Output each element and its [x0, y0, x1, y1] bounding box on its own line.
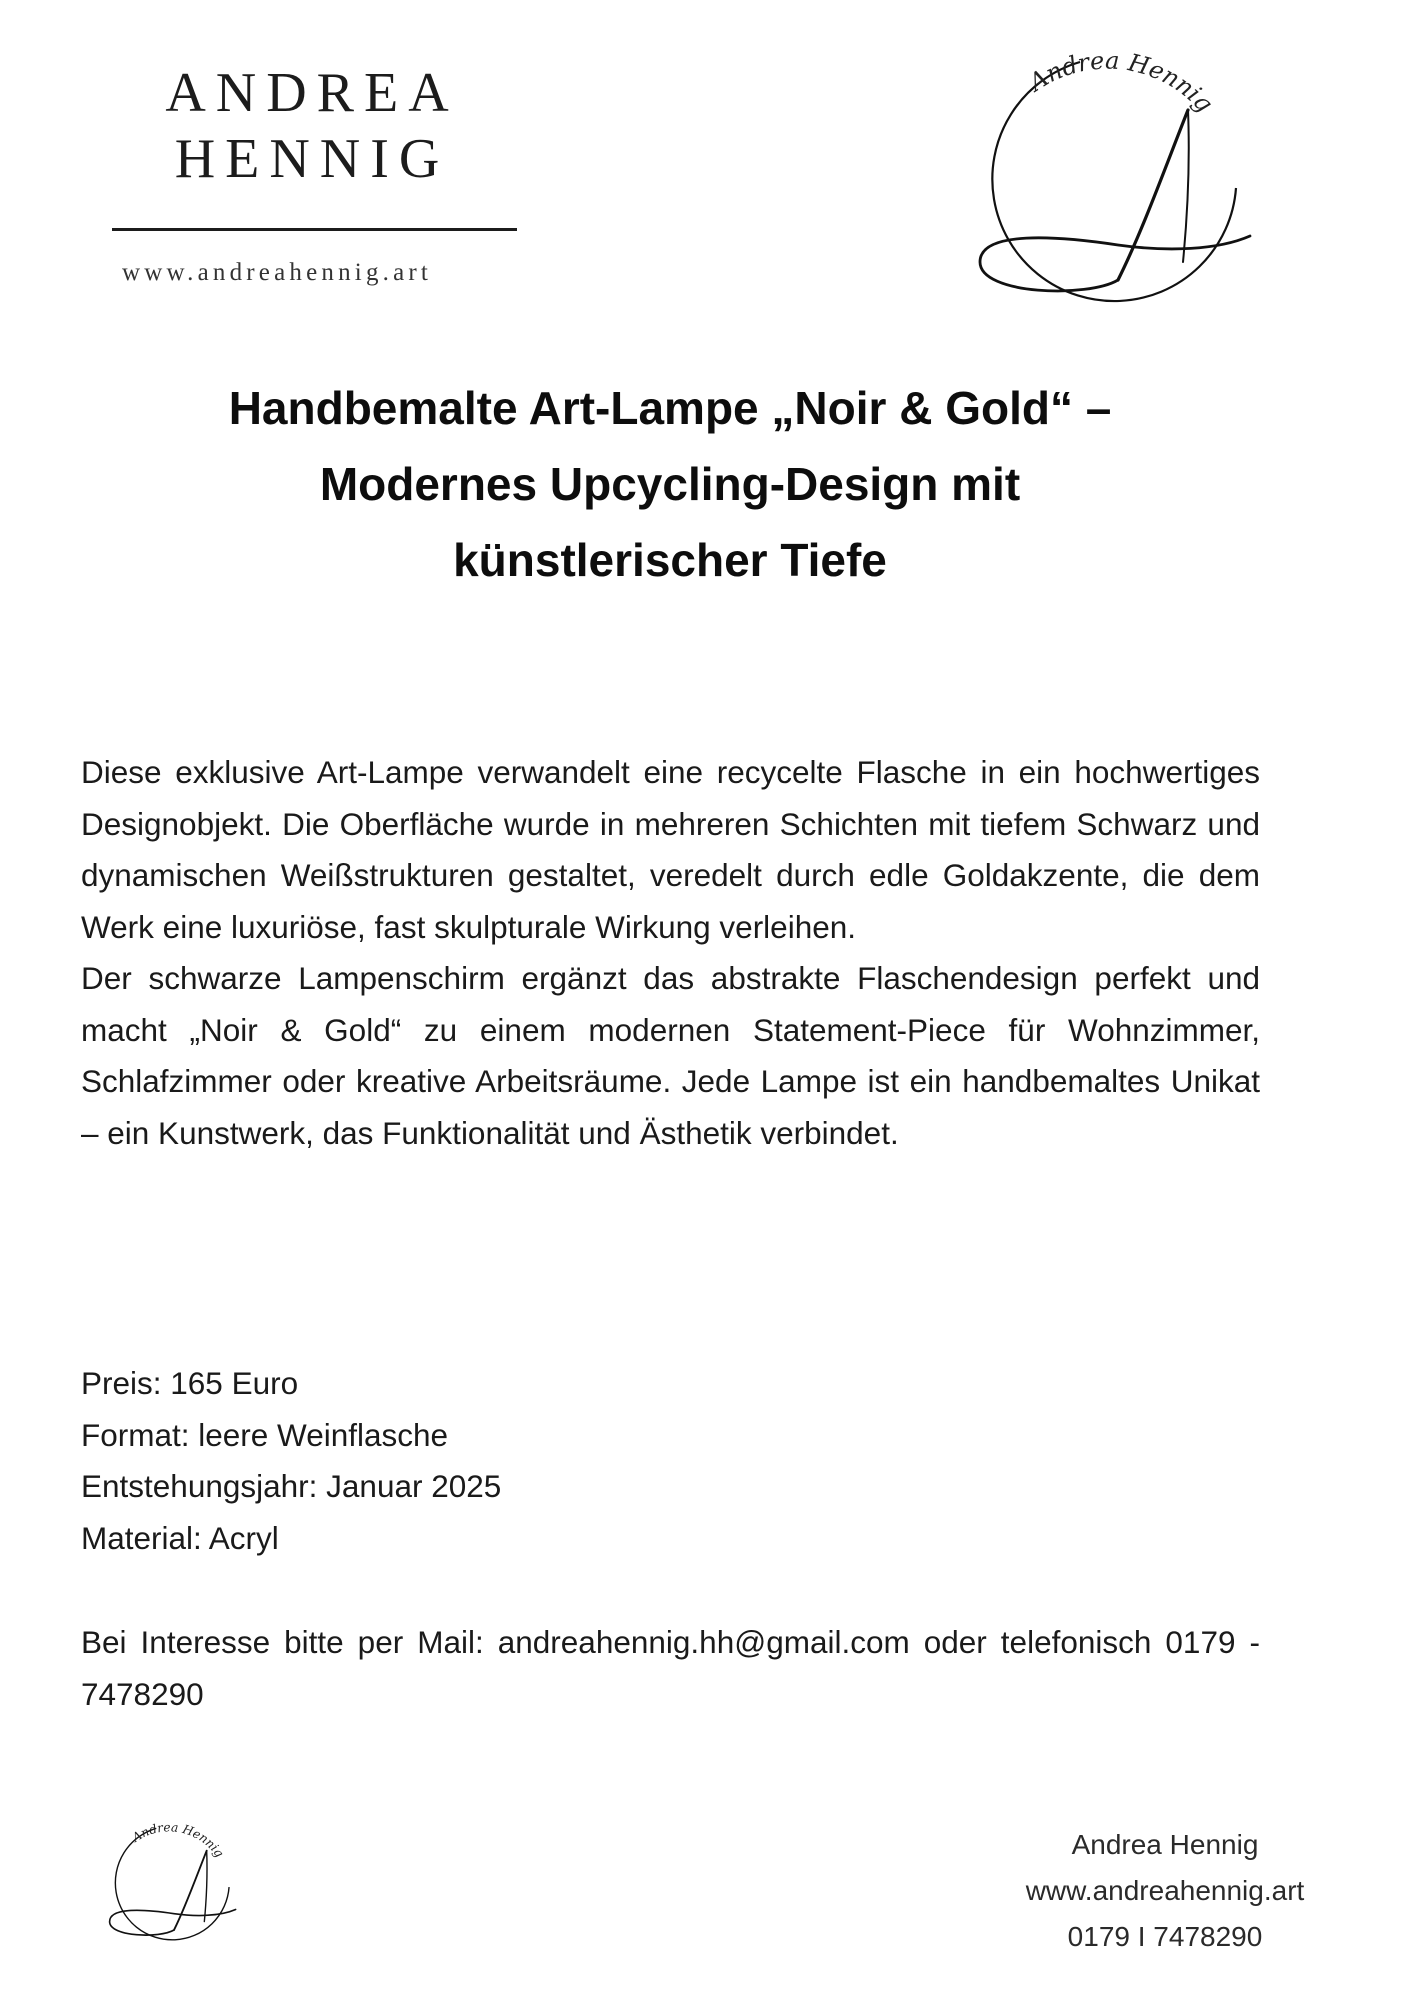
detail-format: Format: leere Weinflasche — [81, 1416, 449, 1453]
svg-text:Andrea Hennig — [1022, 46, 1218, 117]
contact-info: Bei Interesse bitte per Mail: andreahennig.hh@gmail.com oder telefonisch 0179 - 7478290 — [81, 1624, 1260, 1712]
detail-material: Material: Acryl — [81, 1519, 279, 1556]
page-title — [100, 370, 1240, 598]
title-line-1: Handbemalte Art-Lampe „Noir & Gold“ – — [228, 382, 1112, 434]
signature-logo-icon — [968, 40, 1268, 310]
detail-price: Preis: 165 Euro — [81, 1365, 299, 1401]
wordmark-last-name: HENNIG — [174, 128, 450, 190]
detail-year: Entstehungsjahr: Januar 2025 — [81, 1468, 502, 1504]
wordmark-divider — [112, 228, 517, 231]
footer-website: www.andreahennig.art — [1025, 1875, 1305, 1906]
logo-small-arc-text: Andrea Hennig — [129, 1820, 227, 1860]
product-description — [81, 747, 1260, 1159]
description-paragraph-1: Diese exklusive Art-Lampe verwandelt eine recycelte Flasche in ein hochwertiges Designobjekt. Die Oberfläche wurde in mehreren Schichten mit tiefem Schwarz und dynamischen Weißstrukturen gestaltet, veredelt durch edle Goldakzente, die dem Werk eine luxuriöse, fast skulpturale Wirkung verleihen. — [81, 754, 1260, 945]
header-website: www.andreahennig.art — [122, 259, 433, 286]
footer-phone: 0179 I 7478290 — [1067, 1921, 1263, 1952]
wordmark-first-name: ANDREA — [165, 62, 459, 124]
product-details — [81, 1358, 981, 1564]
footer-name: Andrea Hennig — [1071, 1829, 1259, 1860]
title-line-3: künstlerischer Tiefe — [453, 534, 887, 586]
footer-contact — [980, 1822, 1350, 1960]
title-line-2: Modernes Upcycling-Design mit — [319, 458, 1021, 510]
signature-logo-small-icon — [104, 1818, 244, 1944]
description-paragraph-2: Der schwarze Lampenschirm ergänzt das abstrakte Flaschendesign perfekt und macht „Noir & Gold“ zu einem modernen Statement-Piece für Wohnzimmer, Schlafzimmer oder kreative Arbeitsräume. Jede Lampe ist ein handbemaltes Unikat – ein Kunstwerk, das Funktionalität und Ästhetik verbindet. — [81, 960, 1260, 1151]
svg-text:Andrea Hennig — [129, 1820, 227, 1860]
wordmark — [112, 60, 517, 287]
logo-arc-text: Andrea Hennig — [1023, 46, 1219, 118]
